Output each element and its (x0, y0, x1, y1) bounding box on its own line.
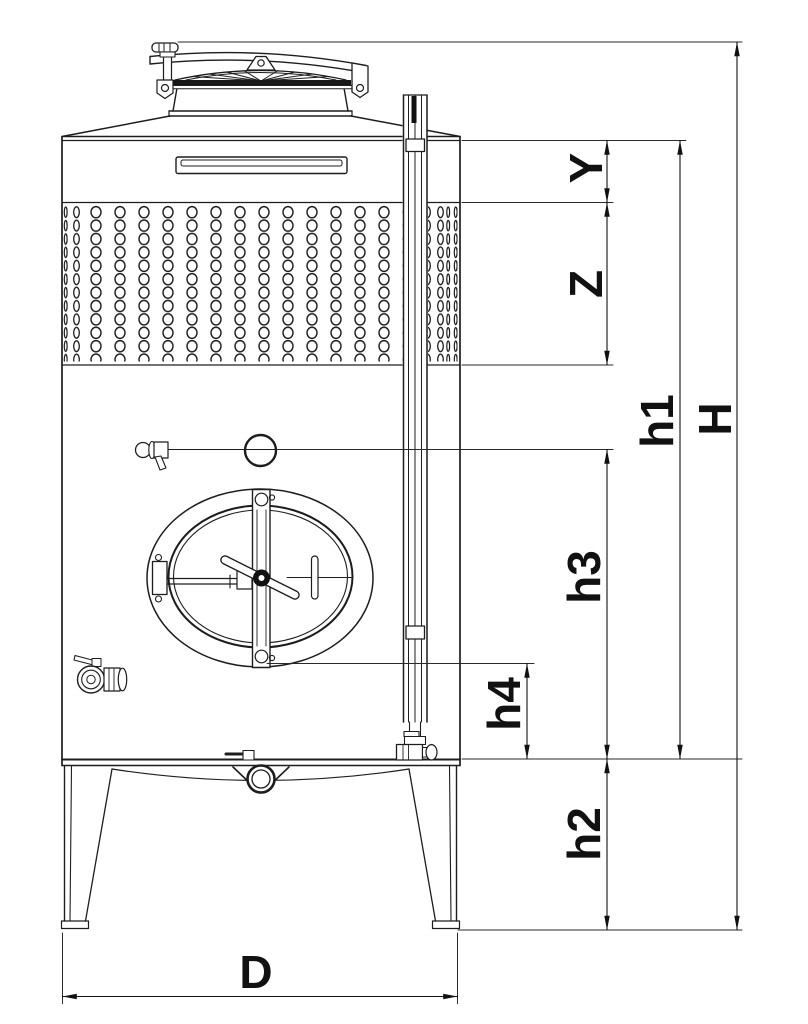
extension-lines (63, 42, 743, 1004)
dimension-h3 (558, 450, 610, 760)
dimension-label-h2: h2 (558, 807, 610, 861)
dimension-D (63, 946, 458, 998)
dimension-h2 (558, 759, 610, 930)
dimension-label-h4: h4 (478, 677, 530, 731)
sample-valve (136, 442, 614, 471)
thermometer-port (245, 435, 276, 466)
dimension-Y (560, 141, 612, 203)
dimension-label-H: H (689, 402, 741, 436)
dimension-label-h1: h1 (631, 394, 683, 448)
top-handle-slot (176, 157, 347, 174)
manway-lid (150, 43, 368, 99)
dimension-h1 (631, 141, 683, 760)
dimension-label-Z: Z (560, 269, 612, 299)
cooling-jacket (62, 203, 460, 366)
dimension-label-h3: h3 (558, 550, 610, 604)
oval-manway-door (147, 489, 373, 668)
dimension-label-Y: Y (560, 152, 612, 184)
dimension-H (689, 42, 741, 930)
outlet-ball-valve (74, 656, 127, 694)
bottom-drain (226, 751, 289, 793)
dimension-Z (560, 203, 612, 366)
dimension-h4 (478, 664, 530, 760)
dimension-label-D: D (239, 946, 273, 998)
level-indicator-tube (397, 95, 438, 760)
